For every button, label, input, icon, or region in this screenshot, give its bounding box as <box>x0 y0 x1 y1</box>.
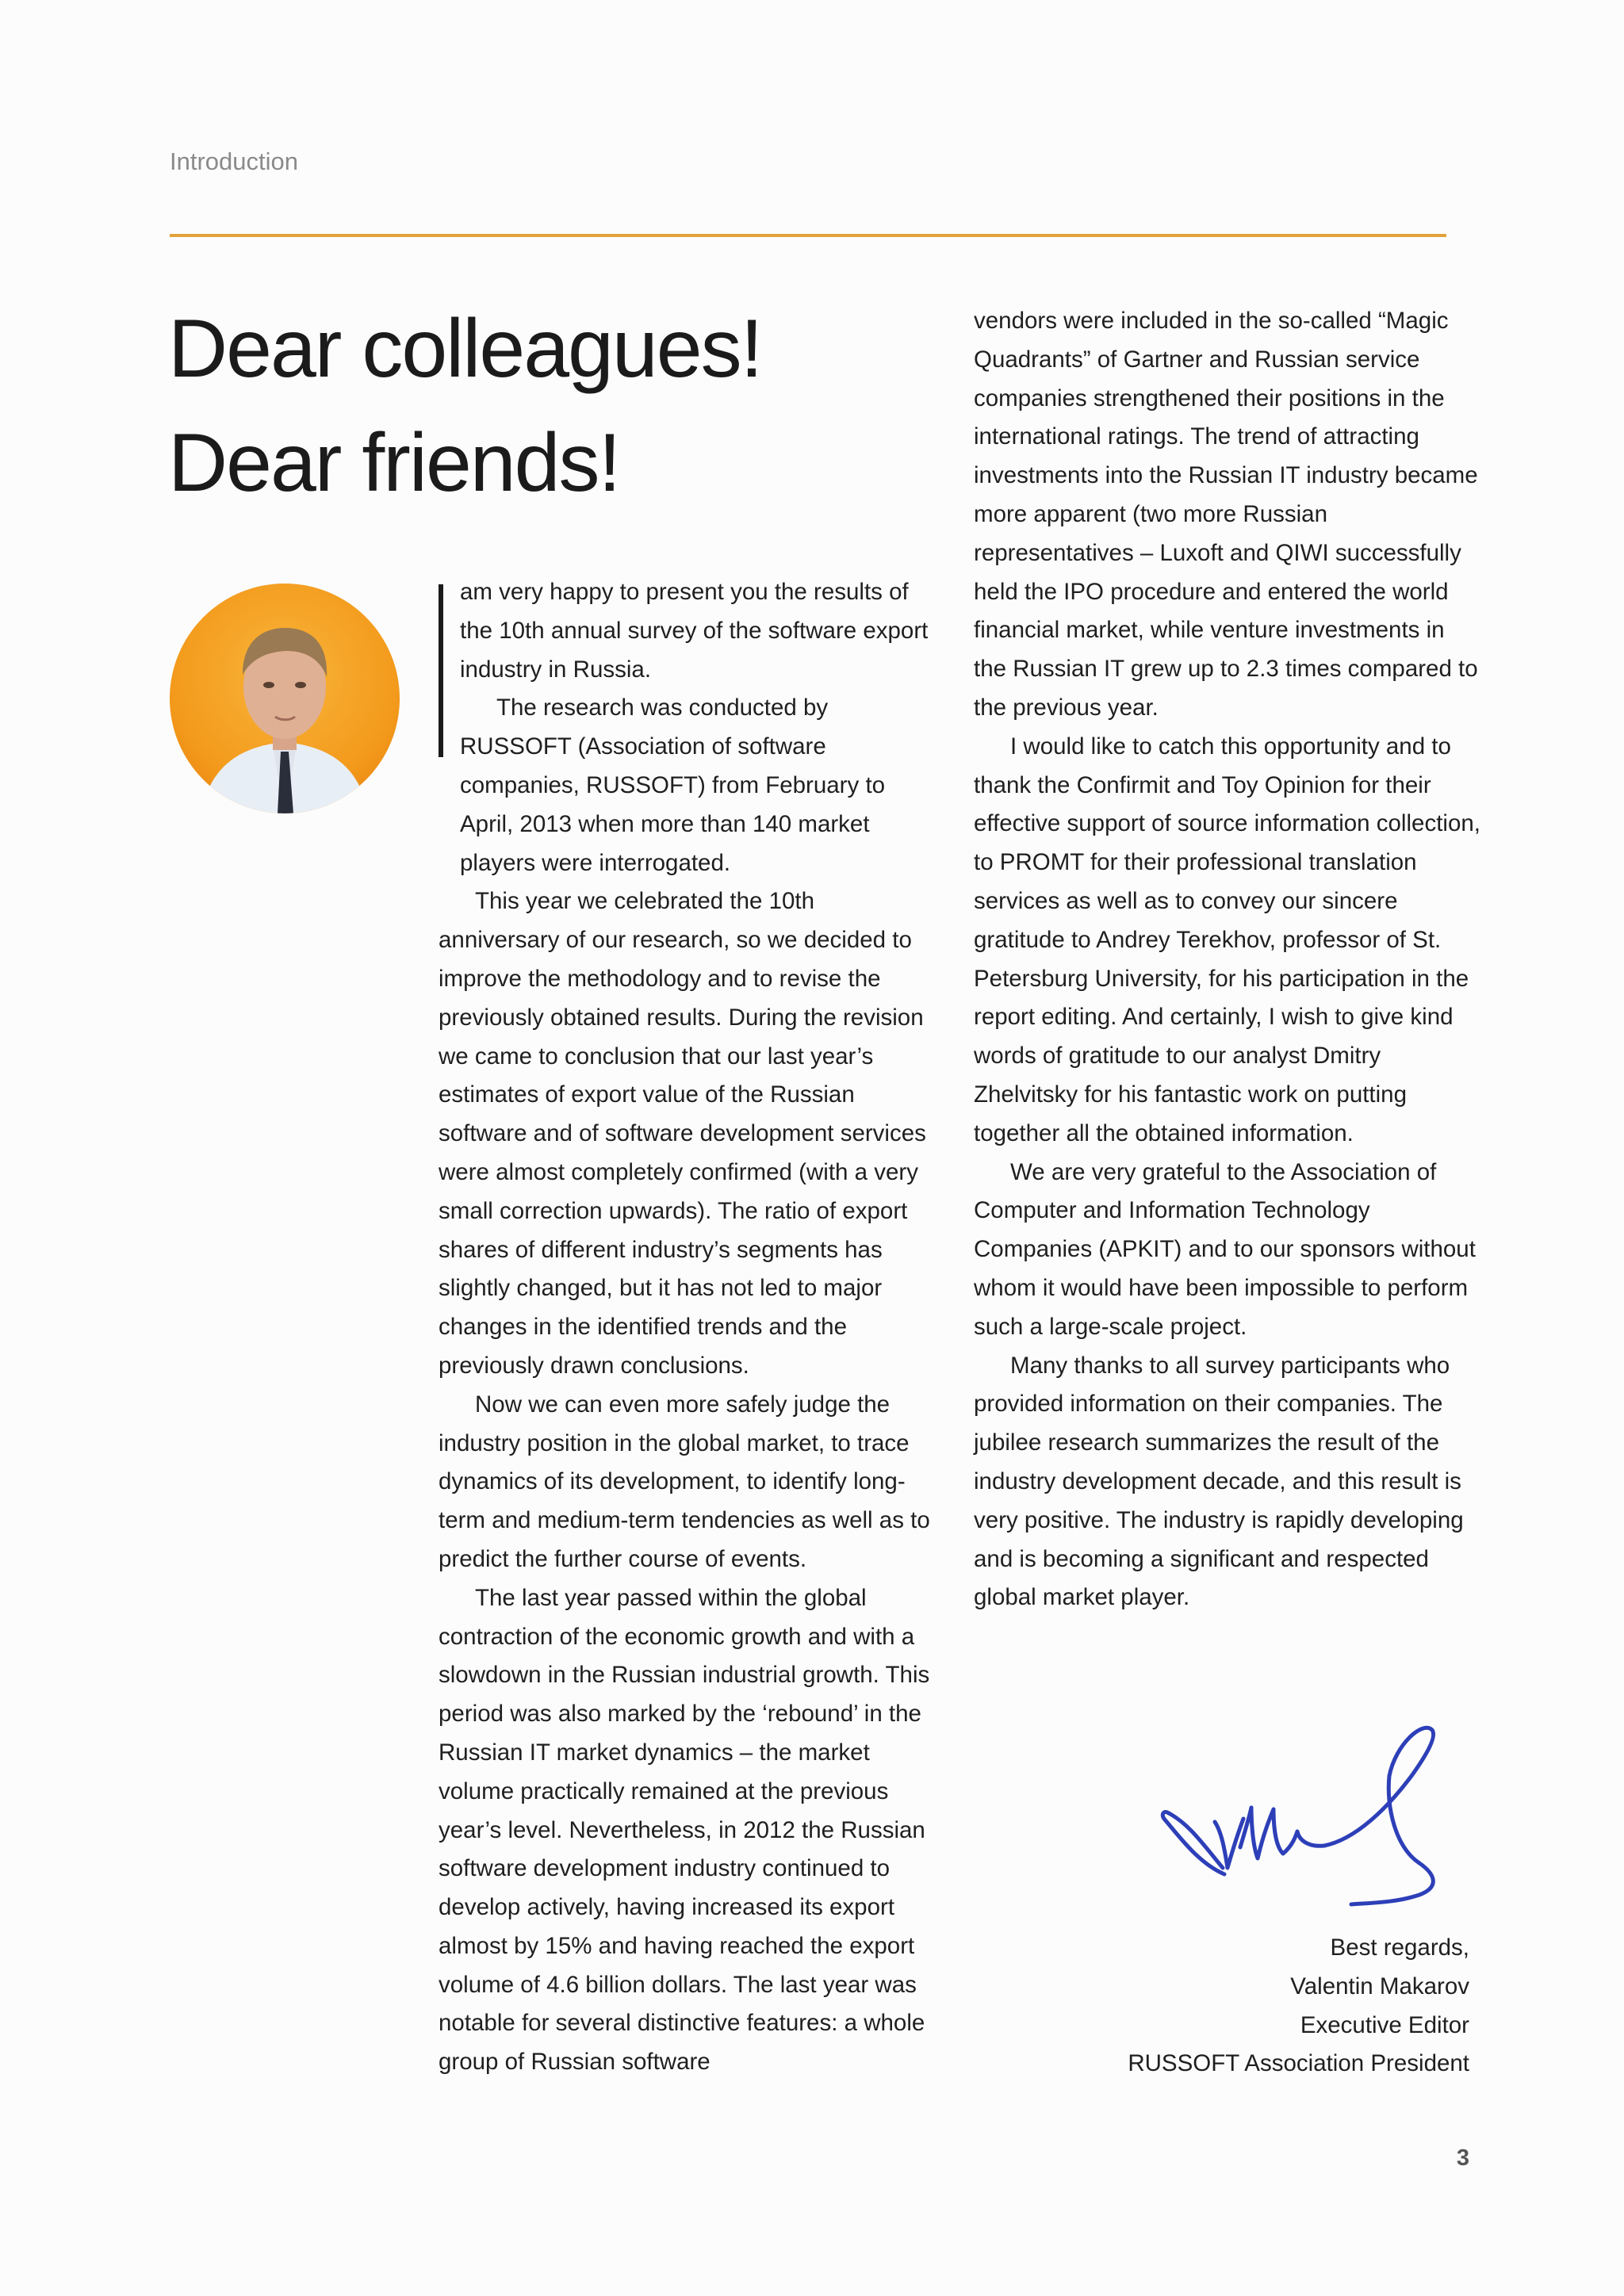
paragraph: I would like to catch this opportunity and to thank the Confirmit and Toy Opinion for their effective support of source information collection, to PROMT for their professional translation services as well as to convey our sincere gratitude to Andrey Terekhov, professor of St. Petersburg University, for his participation in the report editing. And certainly, I wish to give kind words of gratitude to our analyst Dmitry Zhelvitsky for his fantastic work on putting together all the obtained information. <box>974 733 1480 1146</box>
greeting-line-2: Dear friends! <box>168 417 620 509</box>
paragraph: vendors were included in the so-called “Magic Quadrants” of Gartner and Russian service companies strengthened their positions in the international ratings. The trend of attracting investments into the Russian IT industry became more apparent (two more Russian representatives – Luxoft and QIWI successfully held the IPO procedure and entered the world financial market, while venture investments in the Russian IT grew up to 2.3 times compared to the previous year. <box>974 308 1478 721</box>
page-number: 3 <box>1456 2145 1469 2171</box>
paragraph: This year we celebrated the 10th anniversary of our research, so we decided to improve the methodology and to revise the previously obtained results. During the revision we came to conclusion that our last year’s estimates of export value of the Russian software and of software development services were almost completely confirmed (with a very small correction upwards). The ratio of export shares of different industry’s segments has slightly changed, but it has not led to major changes in the identified trends and the previously drawn conclusions. <box>439 888 926 1379</box>
paragraph: The research was conducted by RUSSOFT (Association of software companies, RUSSOFT) from February to April, 2013 when more than 140 market players were interrogated. <box>460 695 886 876</box>
drop-cap-i <box>439 584 443 757</box>
paragraph: Now we can even more safely judge the industry position in the global market, to trace dynamics of its development, to identify long-term and medium-term tendencies as well as to predict the further course of events. <box>439 1391 930 1572</box>
section-label: Introduction <box>170 147 298 175</box>
author-title: Executive Editor <box>1300 2011 1469 2038</box>
author-photo <box>170 584 400 813</box>
paragraph: We are very grateful to the Association of Computer and Information Technology Companies (APKIT) and to our sponsors without whom it would have been impossible to perform such a large-scale project. <box>974 1158 1476 1340</box>
author-name: Valentin Makarov <box>1290 1973 1469 1999</box>
greeting-line-1: Dear colleagues! <box>168 303 762 395</box>
body-column-left <box>439 573 938 2082</box>
paragraph: Many thanks to all survey participants who provided information on their companies. The jubilee research summarizes the result of the industry development decade, and this result is very positive. The industry is rapidly developing and is becoming a significant and respected global market player. <box>974 1352 1464 1611</box>
closing-regards: Best regards, <box>1330 1934 1469 1961</box>
closing-block <box>1128 1929 1469 2084</box>
paragraph: The last year passed within the global contraction of the economic growth and with a slowdown in the Russian industrial growth. This period was also marked by the ‘rebound’ in the Russian IT market dynamics – the market volume practically remained at the previous year’s level. Nevertheless, in 2012 the Russian software development industry continued to develop actively, having increased its export almost by 15% and having reached the export volume of 4.6 billion dollars. The last year was notable for several distinctive features: a whole group of Russian software <box>439 1584 930 2076</box>
paragraph: am very happy to present you the results of the 10th annual survey of the software export industry in Russia. <box>460 579 929 683</box>
page-title <box>168 292 761 520</box>
author-org: RUSSOFT Association President <box>1128 2050 1469 2077</box>
signature <box>1158 1712 1475 1911</box>
body-column-right <box>974 302 1481 1617</box>
header-rule <box>170 234 1446 237</box>
intro-paragraph <box>439 573 938 882</box>
